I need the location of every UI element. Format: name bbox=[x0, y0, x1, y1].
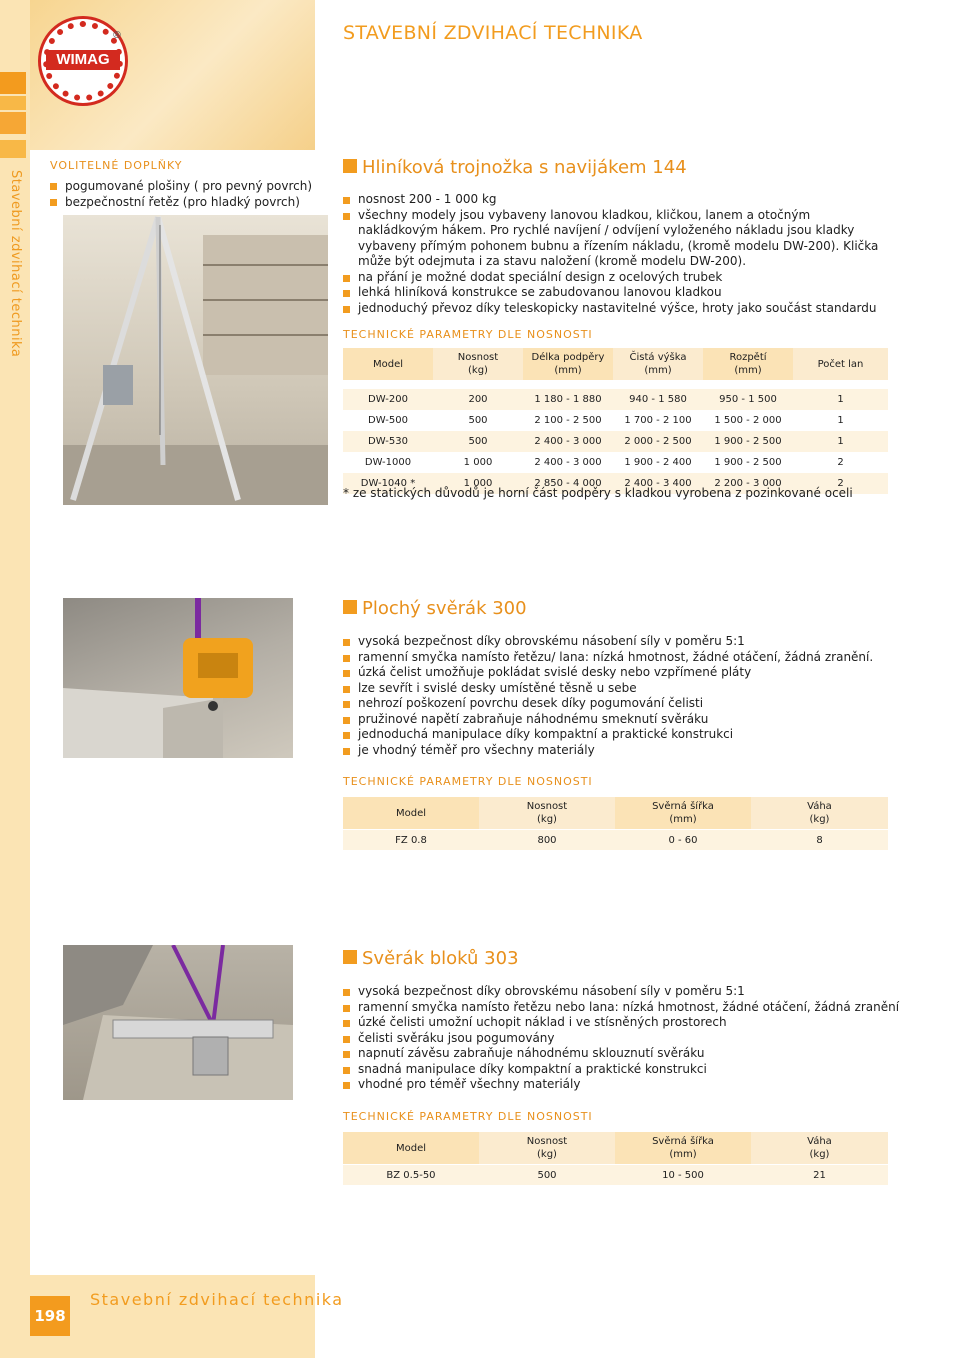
sidebar-item: bezpečnostní řetěz (pro hladký povrch) bbox=[50, 194, 320, 210]
feature-item: na přání je možné dodat speciální design z ocelových trubek bbox=[343, 270, 883, 286]
table-header: Rozpětí (mm) bbox=[703, 348, 793, 381]
tripod-spec-table bbox=[343, 348, 888, 494]
feature-item: nehrozí poškození povrchu desek díky pogumování čelisti bbox=[343, 696, 903, 712]
feature-item: čelisti svěráku jsou pogumovány bbox=[343, 1031, 903, 1047]
table-row: DW-500 500 2 100 - 2 500 1 700 - 2 100 1 500 - 2 000 1 bbox=[343, 410, 888, 431]
feature-item: úzké čelisti umožní uchopit náklad i ve stísněných prostorech bbox=[343, 1015, 903, 1031]
table-header: Svěrná šířka (mm) bbox=[615, 1132, 751, 1165]
table-header: Svěrná šířka (mm) bbox=[615, 797, 751, 830]
frame-square bbox=[0, 112, 26, 134]
flat-clamp-features bbox=[343, 634, 903, 758]
table-row: DW-1000 1 000 2 400 - 3 000 1 900 - 2 400 1 900 - 2 500 2 bbox=[343, 452, 888, 473]
tripod-photo bbox=[63, 215, 328, 505]
sidebar-list bbox=[50, 178, 320, 210]
feature-item: snadná manipulace díky kompaktní a praktické konstrukci bbox=[343, 1062, 903, 1078]
params-title: TECHNICKÉ PARAMETRY DLE NOSNOSTI bbox=[343, 775, 593, 788]
feature-item: lze sevřít i svislé desky umístěné těsně u sebe bbox=[343, 681, 903, 697]
block-clamp-spec-table bbox=[343, 1132, 888, 1185]
feature-item: jednoduchý převoz díky teleskopicky nastavitelné výšce, hroty jako součást standardu bbox=[343, 301, 883, 317]
feature-item: ramenní smyčka namísto řetězu nebo lana: nízká hmotnost, žádné otáčení, žádná zranění bbox=[343, 1000, 903, 1016]
table-row: BZ 0.5-50 500 10 - 500 21 bbox=[343, 1165, 888, 1185]
block-clamp-illustration bbox=[63, 945, 293, 1100]
table-row: FZ 0.8 800 0 - 60 8 bbox=[343, 830, 888, 850]
page-heading: STAVEBNÍ ZDVIHACÍ TECHNIKA bbox=[343, 22, 643, 44]
flat-clamp-photo bbox=[63, 598, 293, 758]
logo-text: WIMAG bbox=[56, 51, 110, 68]
sidebar-title: VOLITELNÉ DOPLŇKY bbox=[50, 159, 183, 172]
feature-item: vhodné pro téměř všechny materiály bbox=[343, 1077, 903, 1093]
table-header: Nosnost (kg) bbox=[479, 797, 615, 830]
frame-square bbox=[0, 140, 26, 158]
title-square-icon bbox=[343, 159, 357, 173]
feature-item: vysoká bezpečnost díky obrovskému násobení síly v poměru 5:1 bbox=[343, 634, 903, 650]
section-title-tripod bbox=[343, 157, 687, 178]
section-title-text: Plochý svěrák 300 bbox=[362, 598, 527, 619]
feature-item: pružinové napětí zabraňuje náhodnému smeknutí svěráku bbox=[343, 712, 903, 728]
feature-item: vysoká bezpečnost díky obrovskému násobení síly v poměru 5:1 bbox=[343, 984, 903, 1000]
feature-item: lehká hliníková konstrukce se zabudovanou lanovou kladkou bbox=[343, 285, 883, 301]
flat-clamp-illustration bbox=[63, 598, 293, 758]
table-header: Počet lan bbox=[793, 348, 888, 381]
table-header: Nosnost (kg) bbox=[479, 1132, 615, 1165]
table-row: DW-200 200 1 180 - 1 880 940 - 1 580 950 - 1 500 1 bbox=[343, 389, 888, 410]
section-title-flat-clamp bbox=[343, 598, 527, 619]
table-header: Váha (kg) bbox=[751, 1132, 888, 1165]
sidebar-item: pogumované plošiny ( pro pevný povrch) bbox=[50, 178, 320, 194]
params-title: TECHNICKÉ PARAMETRY DLE NOSNOSTI bbox=[343, 328, 593, 341]
frame-square bbox=[0, 72, 26, 94]
table-header: Nosnost (kg) bbox=[433, 348, 523, 381]
page-number: 198 bbox=[30, 1296, 70, 1336]
table-header: Model bbox=[343, 797, 479, 830]
title-square-icon bbox=[343, 600, 357, 614]
table-header: Váha (kg) bbox=[751, 797, 888, 830]
feature-item: všechny modely jsou vybaveny lanovou kladkou, kličkou, lanem a otočným nakládkovým hákem. Pro rychlé navíjení / odvíjení vyloženého nákladu jsou kladky vybaveny přímým pohonem bubnu a řízením nákladu, (kromě modelu DW-200). Klička může být odejmuta i za stavu naložení (kromě modelu DW-200). bbox=[343, 208, 883, 270]
feature-item: napnutí závěsu zabraňuje náhodnému sklouznutí svěráku bbox=[343, 1046, 903, 1062]
table-header: Model bbox=[343, 348, 433, 381]
vertical-section-label: Stavební zdvihací technika bbox=[8, 170, 23, 358]
frame-square bbox=[0, 96, 26, 110]
section-title-text: Hliníková trojnožka s navijákem 144 bbox=[362, 157, 687, 178]
params-title: TECHNICKÉ PARAMETRY DLE NOSNOSTI bbox=[343, 1110, 593, 1123]
table-row: DW-530 500 2 400 - 3 000 2 000 - 2 500 1 900 - 2 500 1 bbox=[343, 431, 888, 452]
footer-label: Stavební zdvihací technika bbox=[90, 1290, 344, 1309]
feature-item: je vhodný téměř pro všechny materiály bbox=[343, 743, 903, 759]
section-title-text: Svěrák bloků 303 bbox=[362, 948, 519, 969]
tripod-features bbox=[343, 192, 883, 316]
tripod-illustration bbox=[63, 215, 328, 505]
section-title-block-clamp bbox=[343, 948, 519, 969]
block-clamp-photo bbox=[63, 945, 293, 1100]
feature-item: nosnost 200 - 1 000 kg bbox=[343, 192, 883, 208]
table-row: DW-1040 * 1 000 2 850 - 4 000 2 400 - 3 400 2 200 - 3 000 2 bbox=[343, 473, 888, 494]
flat-clamp-spec-table bbox=[343, 797, 888, 850]
feature-item: úzká čelist umožňuje pokládat svislé desky nebo vzpřímené pláty bbox=[343, 665, 903, 681]
title-square-icon bbox=[343, 950, 357, 964]
table-header: Čistá výška (mm) bbox=[613, 348, 703, 381]
table-header: Model bbox=[343, 1132, 479, 1165]
table-header: Délka podpěry (mm) bbox=[523, 348, 613, 381]
feature-item: ramenní smyčka namísto řetězu/ lana: nízká hmotnost, žádné otáčení, žádná zranění. bbox=[343, 650, 903, 666]
table-footnote: * ze statických důvodů je horní část podpěry s kladkou vyrobena z pozinkované oceli bbox=[343, 486, 853, 500]
feature-item: jednoduchá manipulace díky kompaktní a praktické konstrukci bbox=[343, 727, 903, 743]
logo-registered-mark: ® bbox=[112, 30, 122, 41]
block-clamp-features bbox=[343, 984, 903, 1093]
